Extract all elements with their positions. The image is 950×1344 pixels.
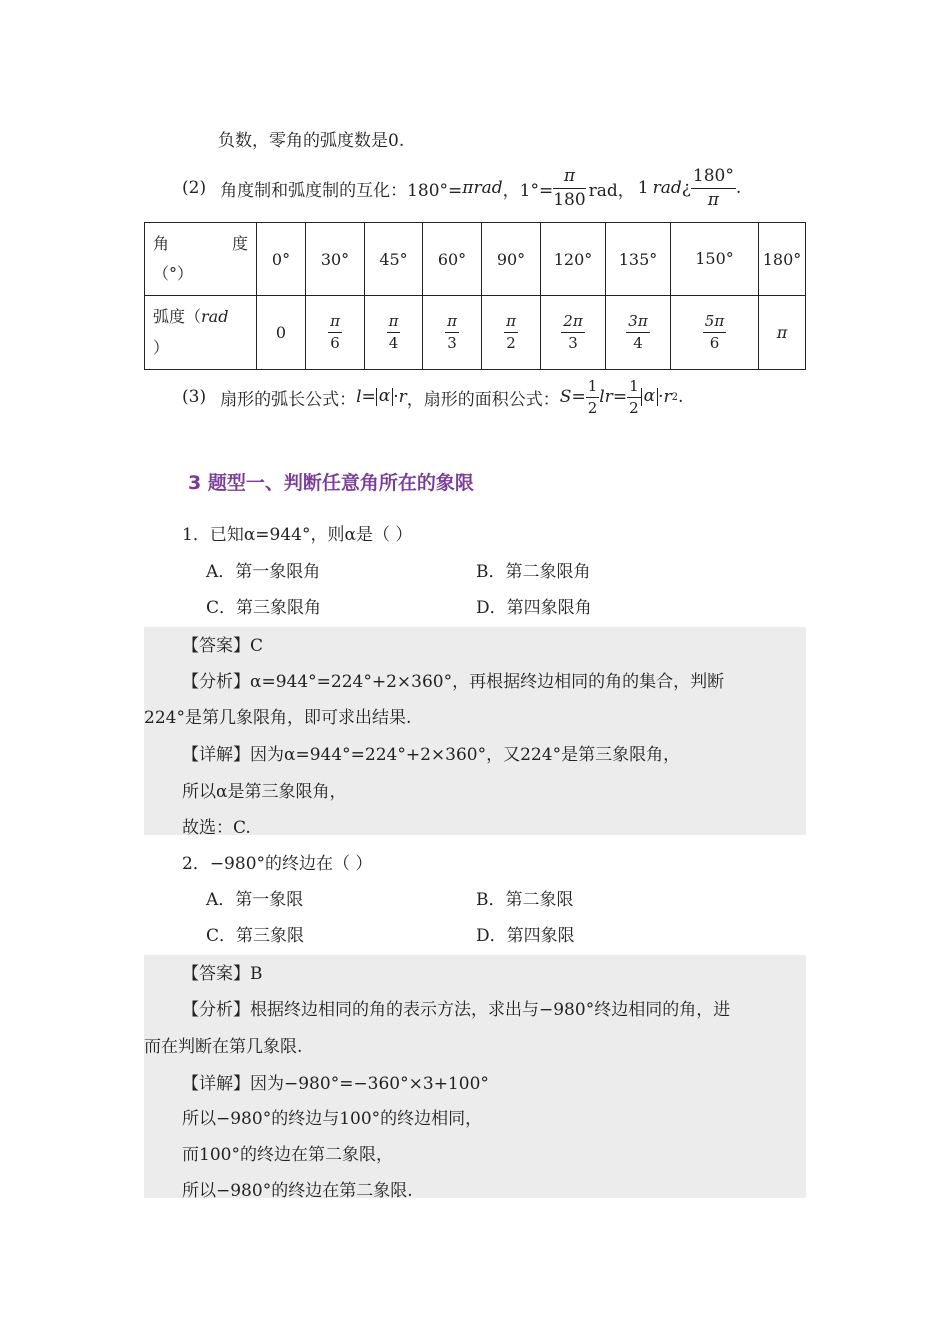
q2-option-d: D．第四象限 xyxy=(476,926,575,946)
sector-formula-line xyxy=(182,375,683,419)
item2-label: (2) xyxy=(182,178,207,198)
radian-cell: $\frac{5\pi}{6}$ xyxy=(671,296,759,370)
item2-pi-rad: πrad xyxy=(462,178,503,198)
degree-radian-table xyxy=(144,222,806,370)
radian-cell: $\frac{\pi}{6}$ xyxy=(306,296,365,370)
q1-detail-line1: 【详解】因为α=944°=224°+2×360°，又224°是第三象限角， xyxy=(182,745,681,765)
item2-text: 角度制和弧度制的互化：180°= xyxy=(220,180,463,201)
q1-detail-line3: 故选：C. xyxy=(182,818,251,838)
item3-end: . xyxy=(678,387,684,407)
item3-s-eq: S= xyxy=(559,387,586,407)
degree-cell: 60° xyxy=(423,223,482,296)
radian-cell: π xyxy=(759,296,806,370)
q2-detail-line4: 所以−980°的终边在第二象限. xyxy=(182,1181,413,1201)
item3-dot-r: ·r xyxy=(393,387,407,407)
q1-option-b: B．第二象限角 xyxy=(476,562,591,582)
q2-analysis-line1: 【分析】根据终边相同的角的表示方法，求出与−980°终边相同的角，进 xyxy=(182,1000,731,1020)
q2-analysis-line2: 而在判断在第几象限. xyxy=(144,1037,303,1057)
q1-option-c: C．第三象限角 xyxy=(206,598,322,618)
q2-option-a: A．第一象限 xyxy=(206,890,304,910)
radian-cell: 0 xyxy=(257,296,306,370)
degree-cell: 150° xyxy=(671,223,759,296)
radian-cell: $\frac{2\pi}{3}$ xyxy=(541,296,606,370)
degree-cell: 45° xyxy=(365,223,423,296)
item3-square: 2 xyxy=(671,391,678,403)
item2-one: 1 xyxy=(637,178,649,198)
item2-rad-unit: rad， xyxy=(588,180,635,201)
item2-rad-italic: rad xyxy=(652,178,682,198)
conversion-formula-line xyxy=(182,163,741,213)
one-half-fraction: $\frac{1}{2}$ xyxy=(629,376,639,417)
degree-cell: 90° xyxy=(482,223,541,296)
item2-garbled-char: ¿ xyxy=(681,178,691,198)
q2-detail-line3: 而100°的终边在第二象限， xyxy=(182,1145,393,1165)
item3-label: (3) xyxy=(182,387,207,407)
radian-cell: $\frac{3\pi}{4}$ xyxy=(606,296,671,370)
degree-row xyxy=(145,223,806,296)
abs-alpha: α xyxy=(641,388,658,406)
q1-option-a: A．第一象限角 xyxy=(206,562,321,582)
radian-cell: $\frac{\pi}{3}$ xyxy=(423,296,482,370)
intro-tail-line: 负数，零角的弧度数是0. xyxy=(218,131,405,151)
q2-detail-line2: 所以−980°的终边与100°的终边相同， xyxy=(182,1109,483,1129)
radian-cell: $\frac{\pi}{4}$ xyxy=(365,296,423,370)
radian-row-header: 弧度（rad ） xyxy=(145,296,257,370)
degree-row-header: 角 度 （°） xyxy=(145,223,257,296)
abs-alpha: α xyxy=(376,388,393,406)
q1-analysis-line1: 【分析】α=944°=224°+2×360°，再根据终边相同的角的集合，判断 xyxy=(182,672,725,692)
item3-text2: ，扇形的面积公式： xyxy=(406,389,560,410)
q1-analysis-line2: 224°是第几象限角，即可求出结果. xyxy=(144,708,412,728)
q2-option-b: B．第二象限 xyxy=(476,890,574,910)
degree-cell: 120° xyxy=(541,223,606,296)
one-half-fraction: $\frac{1}{2}$ xyxy=(587,376,598,417)
degree-cell: 180° xyxy=(759,223,806,296)
q1-option-d: D．第四象限角 xyxy=(476,598,592,618)
item3-text1: 扇形的弧长公式： xyxy=(220,389,357,410)
180-over-pi-fraction: $\frac{180^\circ}{\pi}$ xyxy=(692,165,734,210)
q2-answer: 【答案】B xyxy=(182,964,263,984)
q2-stem: 2．−980°的终边在（ ） xyxy=(182,854,373,874)
q2-option-c: C．第三象限 xyxy=(206,926,305,946)
item3-eq: = xyxy=(612,387,628,407)
item3-dot-r2: ·r xyxy=(658,387,672,407)
item2-end: . xyxy=(735,178,742,198)
radian-cell: $\frac{\pi}{2}$ xyxy=(482,296,541,370)
degree-cell: 135° xyxy=(606,223,671,296)
item2-sep1: ，1°= xyxy=(502,180,554,201)
item3-lr: lr xyxy=(599,387,613,407)
q1-detail-line2: 所以α是第三象限角， xyxy=(182,782,347,802)
pi-over-180-fraction: $\frac{\pi}{180}$ xyxy=(553,165,586,210)
degree-cell: 0° xyxy=(257,223,306,296)
section-heading: 3 题型一、判断任意角所在的象限 xyxy=(188,472,474,494)
q1-stem: 1．已知α=944°，则α是（ ） xyxy=(182,525,413,545)
degree-cell: 30° xyxy=(306,223,365,296)
radian-row xyxy=(145,296,806,370)
q2-detail-line1: 【详解】因为−980°=−360°×3+100° xyxy=(182,1074,489,1094)
q1-solution-box xyxy=(144,627,806,835)
item3-l-eq: l= xyxy=(356,387,376,407)
q1-answer: 【答案】C xyxy=(182,636,264,656)
